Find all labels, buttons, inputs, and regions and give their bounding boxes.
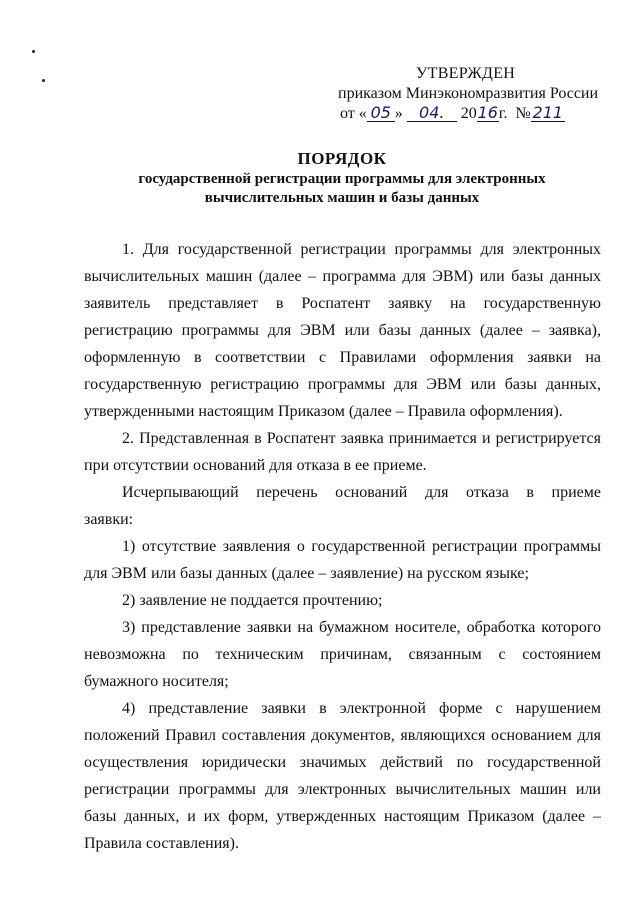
document-subtitle-line2: вычислительных машин и базы данных: [204, 190, 480, 206]
paragraph-1: 1. Для государственной регистрации программы для электронных вычислительных машин (далее – программа для ЭВМ) или базы данных заявитель представляет в Роспатент заявку на государственную регистрацию программы для ЭВМ или базы данных (далее – заявка), оформленную в соответствии с Правилами оформления заявки на государственную регистрацию программы для ЭВМ или базы данных, утвержденными настоящим Приказом (далее – Правила оформления).: [84, 241, 601, 420]
document-body: [84, 236, 601, 857]
paragraph-2: 2. Представленная в Роспатент заявка принимается и регистрируется при отсутствии оснований для отказа в ее приеме.: [84, 430, 601, 474]
approval-year-label: г.: [498, 105, 508, 122]
list-item-2: 2) заявление не поддается прочтению;: [122, 592, 383, 609]
paragraph-list-intro: Исчерпывающий перечень оснований для отказа в приеме: [122, 484, 601, 501]
list-item-3: 3) представление заявки на бумажном носителе, обработка которого невозможна по техническим причинам, связанным с состоянием бумажного носителя;: [84, 619, 601, 690]
approval-month: 04.: [407, 105, 457, 122]
scan-speck: [42, 79, 45, 82]
approval-number-sign: №: [515, 105, 531, 122]
approval-block: [332, 64, 622, 124]
approval-title: УТВЕРЖДЕН: [416, 65, 516, 82]
paragraph-list-intro-end: заявки:: [84, 511, 134, 528]
document-subtitle-line1: государственной регистрации программы для электронных: [138, 171, 546, 187]
document-title: ПОРЯДОК: [297, 149, 387, 168]
approval-year-prefix: 20: [460, 105, 477, 122]
approval-order: приказом Минэкономразвития России: [338, 85, 599, 102]
approval-date-number: [332, 104, 622, 124]
approval-year-suffix: 16: [477, 103, 498, 122]
document-title-block: [60, 148, 624, 208]
approval-day: 05: [367, 105, 395, 122]
scan-speck: [32, 50, 35, 53]
approval-number: 211: [532, 103, 564, 122]
list-item-1: 1) отсутствие заявления о государственной регистрации программы для ЭВМ или базы данных (далее – заявление) на русском языке;: [84, 538, 601, 582]
approval-from-prefix: от «: [340, 105, 367, 122]
approval-quote-close: »: [394, 105, 403, 122]
list-item-4: 4) представление заявки в электронной форме с нарушением положений Правил составления документов, являющихся основанием для осуществления юридически значимых действий по государственной регистрации программы для электронных вычислительных машин или базы данных, и их форм, утвержденных настоящим Приказом (далее – Правила составления).: [84, 700, 601, 852]
